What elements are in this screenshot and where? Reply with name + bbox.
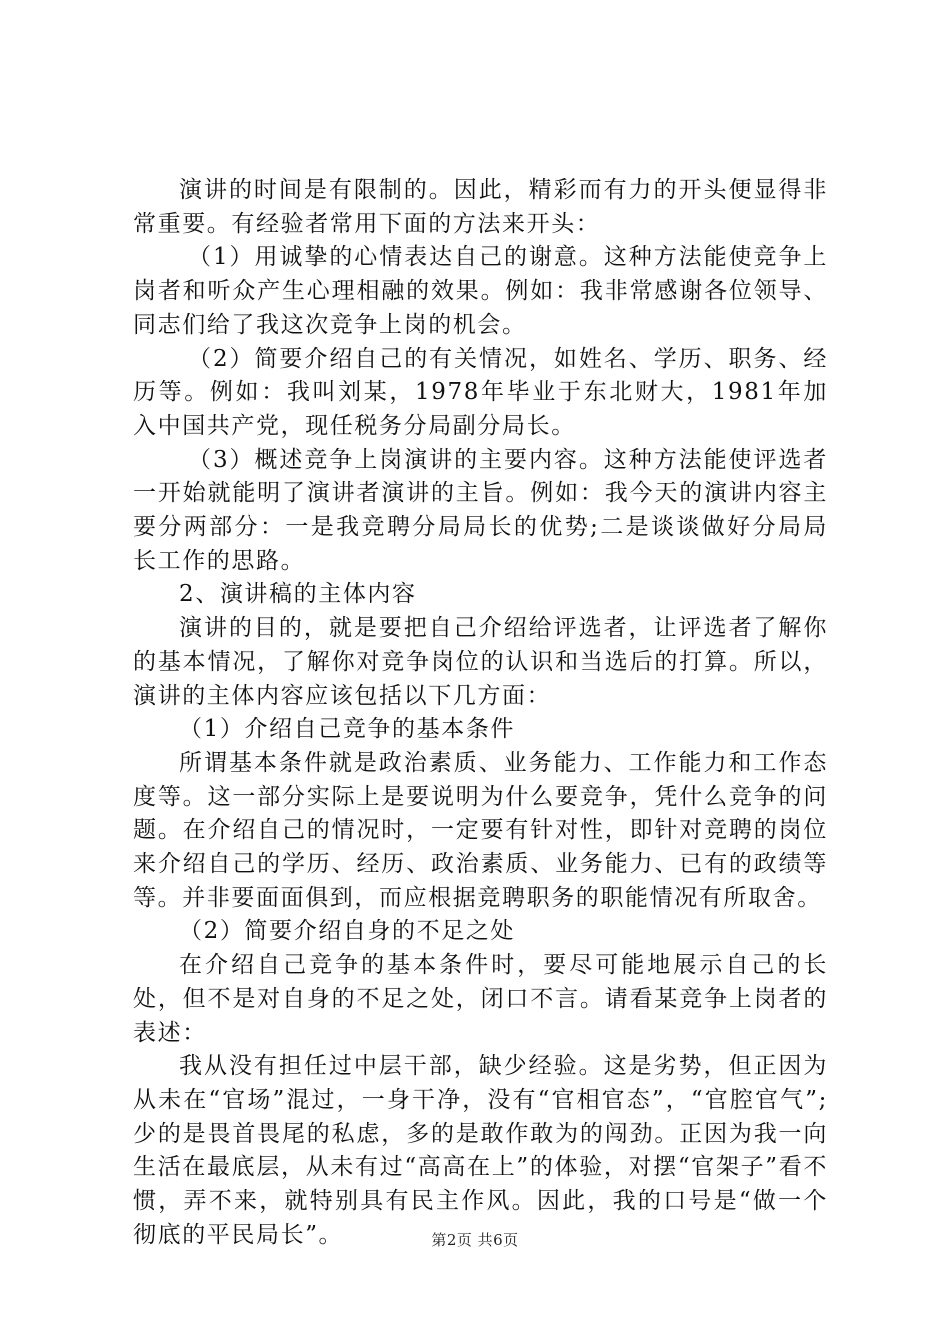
- paragraph-method-2: （2）简要介绍自己的有关情况，如姓名、学历、职务、经历等。例如：我叫刘某，1978年毕业于东北财大，1981年加入中国共产党，现任税务分局副分局长。: [133, 345, 828, 439]
- paragraph-method-1: （1）用诚挚的心情表达自己的谢意。这种方法能使竞争上岗者和听众产生心理相融的效果。例如：我非常感谢各位领导、同志们给了我这次竞争上岗的机会。: [133, 244, 828, 338]
- paragraph-intro: 演讲的时间是有限制的。因此，精彩而有力的开头便显得非常重要。有经验者常用下面的方法来开头：: [133, 177, 828, 237]
- page-number-footer: 第2页 共6页: [431, 1231, 519, 1249]
- paragraph-basic-conditions: 所谓基本条件就是政治素质、业务能力、工作能力和工作态度等。这一部分实际上是要说明为什么要竞争，凭什么竞争的问题。在介绍自己的情况时，一定要有针对性，即针对竞聘的岗位来介绍自己的学历、经历、政治素质、业务能力、已有的政绩等等。并非要面面俱到，而应根据竞聘职务的职能情况有所取舍。: [133, 749, 828, 911]
- paragraph-example-quote: 我从没有担任过中层干部，缺少经验。这是劣势，但正因为从未在“官场”混过，一身干净，没有“官相官态”，“官腔官气”;少的是畏首畏尾的私虑，多的是敢作敢为的闯劲。正因为我一向生活在最底层，从未有过“高高在上”的体验，对摆“官架子”看不惯，弄不来，就特别具有民主作风。因此，我的口号是“做一个彻底的平民局长”。: [133, 1053, 828, 1248]
- subheading-shortcomings: （2）简要介绍自身的不足之处: [179, 918, 516, 945]
- paragraph-purpose: 演讲的目的，就是要把自己介绍给评选者，让评选者了解你的基本情况，了解你对竞争岗位的认识和当选后的打算。所以，演讲的主体内容应该包括以下几方面：: [133, 615, 828, 709]
- section-heading-main-content: 2、演讲稿的主体内容: [179, 581, 417, 608]
- paragraph-shortcomings: 在介绍自己竞争的基本条件时，要尽可能地展示自己的长处，但不是对自身的不足之处，闭口不言。请看某竞争上岗者的表述：: [133, 952, 828, 1046]
- subheading-basic-conditions: （1）介绍自己竞争的基本条件: [179, 716, 516, 743]
- document-body: [133, 174, 828, 1253]
- paragraph-method-3: （3）概述竞争上岗演讲的主要内容。这种方法能使评选者一开始就能明了演讲者演讲的主旨。例如：我今天的演讲内容主要分两部分：一是我竞聘分局局长的优势;二是谈谈做好分局局长工作的思路。: [133, 446, 828, 574]
